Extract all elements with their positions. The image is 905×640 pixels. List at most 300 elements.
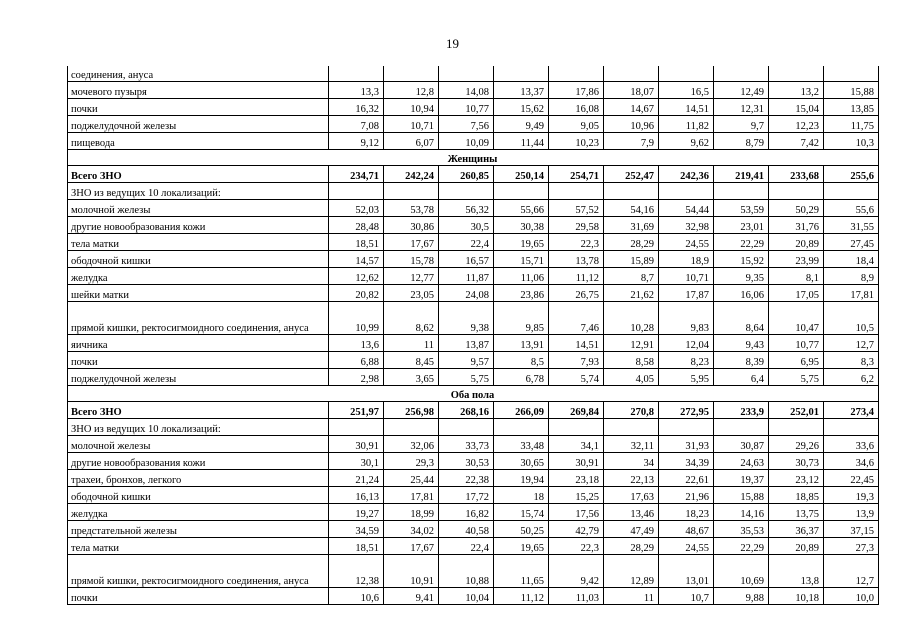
value-cell: 242,36	[659, 166, 714, 183]
value-cell: 10,09	[439, 133, 494, 150]
value-cell: 17,81	[384, 487, 439, 504]
value-cell: 8,58	[604, 352, 659, 369]
table-body	[68, 66, 879, 605]
value-cell: 32,11	[604, 436, 659, 453]
row-label: другие новообразования кожи	[68, 217, 329, 234]
value-cell: 31,55	[824, 217, 879, 234]
table-row	[68, 352, 879, 369]
value-cell: 8,64	[714, 302, 769, 335]
value-cell: 22,45	[824, 470, 879, 487]
empty-cell	[604, 66, 659, 82]
row-label: поджелудочной железы	[68, 369, 329, 386]
value-cell: 12,31	[714, 99, 769, 116]
value-cell: 10,69	[714, 555, 769, 588]
value-cell: 10,77	[439, 99, 494, 116]
row-label: поджелудочной железы	[68, 116, 329, 133]
value-cell: 22,61	[659, 470, 714, 487]
value-cell: 15,25	[549, 487, 604, 504]
value-cell: 10,18	[769, 588, 824, 605]
value-cell: 55,6	[824, 200, 879, 217]
value-cell: 10,88	[439, 555, 494, 588]
value-cell: 18,99	[384, 504, 439, 521]
value-cell: 36,37	[769, 521, 824, 538]
value-cell: 57,52	[549, 200, 604, 217]
value-cell: 30,86	[384, 217, 439, 234]
value-cell: 251,97	[329, 402, 384, 419]
row-label: ободочной кишки	[68, 251, 329, 268]
value-cell: 17,56	[549, 504, 604, 521]
section-title: Женщины	[68, 150, 879, 166]
value-cell: 18,51	[329, 538, 384, 555]
value-cell: 30,38	[494, 217, 549, 234]
value-cell: 16,08	[549, 99, 604, 116]
value-cell: 37,15	[824, 521, 879, 538]
value-cell: 8,79	[714, 133, 769, 150]
value-cell: 10,99	[329, 302, 384, 335]
value-cell: 30,5	[439, 217, 494, 234]
value-cell: 9,49	[494, 116, 549, 133]
value-cell: 15,71	[494, 251, 549, 268]
value-cell: 33,6	[824, 436, 879, 453]
value-cell: 8,62	[384, 302, 439, 335]
value-cell: 8,23	[659, 352, 714, 369]
table-row	[68, 133, 879, 150]
empty-cell	[329, 66, 384, 82]
value-cell: 30,91	[549, 453, 604, 470]
empty-cell	[329, 419, 384, 436]
value-cell: 266,09	[494, 402, 549, 419]
empty-cell	[714, 183, 769, 200]
value-cell: 10,04	[439, 588, 494, 605]
value-cell: 14,51	[659, 99, 714, 116]
empty-cell	[549, 183, 604, 200]
table-row	[68, 82, 879, 99]
row-label: почки	[68, 588, 329, 605]
value-cell: 9,41	[384, 588, 439, 605]
value-cell: 34,1	[549, 436, 604, 453]
value-cell: 55,66	[494, 200, 549, 217]
value-cell: 5,75	[439, 369, 494, 386]
empty-cell	[769, 183, 824, 200]
value-cell: 252,01	[769, 402, 824, 419]
value-cell: 23,18	[549, 470, 604, 487]
value-cell: 31,93	[659, 436, 714, 453]
value-cell: 34,02	[384, 521, 439, 538]
value-cell: 20,82	[329, 285, 384, 302]
table-row	[68, 453, 879, 470]
value-cell: 14,51	[549, 335, 604, 352]
value-cell: 10,6	[329, 588, 384, 605]
value-cell: 11,06	[494, 268, 549, 285]
value-cell: 10,71	[384, 116, 439, 133]
value-cell: 34,59	[329, 521, 384, 538]
value-cell: 219,41	[714, 166, 769, 183]
row-label: яичника	[68, 335, 329, 352]
value-cell: 13,78	[549, 251, 604, 268]
empty-cell	[824, 183, 879, 200]
value-cell: 22,4	[439, 538, 494, 555]
value-cell: 19,94	[494, 470, 549, 487]
value-cell: 16,82	[439, 504, 494, 521]
value-cell: 50,29	[769, 200, 824, 217]
value-cell: 16,57	[439, 251, 494, 268]
value-cell: 19,37	[714, 470, 769, 487]
value-cell: 6,78	[494, 369, 549, 386]
value-cell: 15,88	[714, 487, 769, 504]
value-cell: 6,88	[329, 352, 384, 369]
value-cell: 15,89	[604, 251, 659, 268]
value-cell: 15,92	[714, 251, 769, 268]
empty-cell	[659, 66, 714, 82]
table-row	[68, 555, 879, 588]
value-cell: 6,95	[769, 352, 824, 369]
value-cell: 29,3	[384, 453, 439, 470]
value-cell: 10,91	[384, 555, 439, 588]
group-label-row	[68, 183, 879, 200]
value-cell: 11,87	[439, 268, 494, 285]
table-row	[68, 470, 879, 487]
empty-cell	[329, 183, 384, 200]
value-cell: 34	[604, 453, 659, 470]
empty-cell	[769, 419, 824, 436]
value-cell: 53,59	[714, 200, 769, 217]
value-cell: 16,5	[659, 82, 714, 99]
value-cell: 13,85	[824, 99, 879, 116]
value-cell: 50,25	[494, 521, 549, 538]
value-cell: 9,62	[659, 133, 714, 150]
row-label: мочевого пузыря	[68, 82, 329, 99]
incidence-table	[67, 66, 879, 605]
value-cell: 48,67	[659, 521, 714, 538]
empty-cell	[769, 66, 824, 82]
empty-cell	[824, 66, 879, 82]
value-cell: 6,2	[824, 369, 879, 386]
value-cell: 11,03	[549, 588, 604, 605]
table-row	[68, 116, 879, 133]
empty-cell	[384, 419, 439, 436]
value-cell: 15,62	[494, 99, 549, 116]
empty-cell	[824, 419, 879, 436]
value-cell: 8,3	[824, 352, 879, 369]
value-cell: 18,07	[604, 82, 659, 99]
value-cell: 9,05	[549, 116, 604, 133]
table-row	[68, 369, 879, 386]
value-cell: 11	[604, 588, 659, 605]
empty-cell	[714, 419, 769, 436]
value-cell: 10,96	[604, 116, 659, 133]
value-cell: 9,7	[714, 116, 769, 133]
value-cell: 8,1	[769, 268, 824, 285]
value-cell: 18,23	[659, 504, 714, 521]
empty-cell	[384, 66, 439, 82]
value-cell: 10,28	[604, 302, 659, 335]
value-cell: 12,7	[824, 555, 879, 588]
value-cell: 47,49	[604, 521, 659, 538]
section-header-row	[68, 150, 879, 166]
value-cell: 12,38	[329, 555, 384, 588]
value-cell: 19,27	[329, 504, 384, 521]
value-cell: 40,58	[439, 521, 494, 538]
value-cell: 17,86	[549, 82, 604, 99]
value-cell: 9,57	[439, 352, 494, 369]
value-cell: 10,7	[659, 588, 714, 605]
value-cell: 19,65	[494, 234, 549, 251]
value-cell: 14,08	[439, 82, 494, 99]
row-label: тела матки	[68, 538, 329, 555]
table-row	[68, 99, 879, 116]
value-cell: 16,32	[329, 99, 384, 116]
value-cell: 30,91	[329, 436, 384, 453]
empty-cell	[494, 66, 549, 82]
row-label: желудка	[68, 268, 329, 285]
value-cell: 9,43	[714, 335, 769, 352]
value-cell: 23,01	[714, 217, 769, 234]
section-title: Оба пола	[68, 386, 879, 402]
row-label: соединения, ануса	[68, 66, 329, 82]
value-cell: 10,23	[549, 133, 604, 150]
value-cell: 31,76	[769, 217, 824, 234]
value-cell: 11,75	[824, 116, 879, 133]
value-cell: 12,62	[329, 268, 384, 285]
value-cell: 54,44	[659, 200, 714, 217]
row-label: Всего ЗНО	[68, 402, 329, 419]
empty-cell	[494, 183, 549, 200]
row-label: трахеи, бронхов, легкого	[68, 470, 329, 487]
row-label: прямой кишки, ректосигмоидного соединения, ануса	[68, 555, 329, 588]
value-cell: 13,2	[769, 82, 824, 99]
value-cell: 17,63	[604, 487, 659, 504]
empty-cell	[604, 419, 659, 436]
value-cell: 12,04	[659, 335, 714, 352]
value-cell: 27,45	[824, 234, 879, 251]
empty-cell	[439, 419, 494, 436]
value-cell: 21,96	[659, 487, 714, 504]
value-cell: 17,67	[384, 538, 439, 555]
empty-cell	[714, 66, 769, 82]
value-cell: 11,12	[549, 268, 604, 285]
value-cell: 9,12	[329, 133, 384, 150]
value-cell: 28,29	[604, 538, 659, 555]
value-cell: 34,39	[659, 453, 714, 470]
value-cell: 11,82	[659, 116, 714, 133]
value-cell: 13,46	[604, 504, 659, 521]
row-label: ЗНО из ведущих 10 локализаций:	[68, 183, 329, 200]
value-cell: 22,13	[604, 470, 659, 487]
value-cell: 9,42	[549, 555, 604, 588]
row-label: желудка	[68, 504, 329, 521]
empty-cell	[549, 419, 604, 436]
value-cell: 30,1	[329, 453, 384, 470]
value-cell: 13,6	[329, 335, 384, 352]
table-row	[68, 302, 879, 335]
value-cell: 30,65	[494, 453, 549, 470]
value-cell: 17,81	[824, 285, 879, 302]
value-cell: 24,08	[439, 285, 494, 302]
value-cell: 32,06	[384, 436, 439, 453]
value-cell: 252,47	[604, 166, 659, 183]
value-cell: 12,77	[384, 268, 439, 285]
table-row	[68, 538, 879, 555]
value-cell: 9,38	[439, 302, 494, 335]
empty-cell	[604, 183, 659, 200]
page-number: 19	[446, 36, 459, 51]
value-cell: 9,83	[659, 302, 714, 335]
value-cell: 11,44	[494, 133, 549, 150]
value-cell: 250,14	[494, 166, 549, 183]
value-cell: 17,72	[439, 487, 494, 504]
value-cell: 17,05	[769, 285, 824, 302]
empty-cell	[549, 66, 604, 82]
value-cell: 13,37	[494, 82, 549, 99]
table-row	[68, 335, 879, 352]
value-cell: 7,46	[549, 302, 604, 335]
value-cell: 273,4	[824, 402, 879, 419]
value-cell: 32,98	[659, 217, 714, 234]
row-label: предстательной железы	[68, 521, 329, 538]
total-row	[68, 166, 879, 183]
table-row	[68, 217, 879, 234]
value-cell: 52,03	[329, 200, 384, 217]
value-cell: 9,88	[714, 588, 769, 605]
value-cell: 7,08	[329, 116, 384, 133]
value-cell: 24,55	[659, 538, 714, 555]
row-label: ободочной кишки	[68, 487, 329, 504]
table-row	[68, 251, 879, 268]
value-cell: 18,51	[329, 234, 384, 251]
value-cell: 10,77	[769, 335, 824, 352]
value-cell: 10,47	[769, 302, 824, 335]
value-cell: 17,67	[384, 234, 439, 251]
value-cell: 9,35	[714, 268, 769, 285]
continued-label-row	[68, 66, 879, 82]
table-row	[68, 588, 879, 605]
row-label: молочной железы	[68, 200, 329, 217]
value-cell: 16,13	[329, 487, 384, 504]
value-cell: 20,89	[769, 234, 824, 251]
value-cell: 8,9	[824, 268, 879, 285]
value-cell: 22,3	[549, 538, 604, 555]
value-cell: 11,65	[494, 555, 549, 588]
value-cell: 12,7	[824, 335, 879, 352]
value-cell: 9,85	[494, 302, 549, 335]
table-row	[68, 436, 879, 453]
value-cell: 5,95	[659, 369, 714, 386]
value-cell: 270,8	[604, 402, 659, 419]
empty-cell	[659, 183, 714, 200]
value-cell: 5,74	[549, 369, 604, 386]
row-label: другие новообразования кожи	[68, 453, 329, 470]
value-cell: 22,4	[439, 234, 494, 251]
value-cell: 234,71	[329, 166, 384, 183]
value-cell: 17,87	[659, 285, 714, 302]
value-cell: 14,57	[329, 251, 384, 268]
value-cell: 23,05	[384, 285, 439, 302]
value-cell: 233,9	[714, 402, 769, 419]
value-cell: 3,65	[384, 369, 439, 386]
value-cell: 256,98	[384, 402, 439, 419]
value-cell: 12,8	[384, 82, 439, 99]
value-cell: 16,06	[714, 285, 769, 302]
value-cell: 12,23	[769, 116, 824, 133]
value-cell: 34,6	[824, 453, 879, 470]
table-row	[68, 521, 879, 538]
value-cell: 53,78	[384, 200, 439, 217]
value-cell: 10,71	[659, 268, 714, 285]
value-cell: 11,12	[494, 588, 549, 605]
value-cell: 29,26	[769, 436, 824, 453]
value-cell: 8,45	[384, 352, 439, 369]
value-cell: 14,16	[714, 504, 769, 521]
value-cell: 56,32	[439, 200, 494, 217]
value-cell: 260,85	[439, 166, 494, 183]
value-cell: 7,42	[769, 133, 824, 150]
value-cell: 18	[494, 487, 549, 504]
value-cell: 26,75	[549, 285, 604, 302]
table-row	[68, 285, 879, 302]
empty-cell	[494, 419, 549, 436]
value-cell: 13,91	[494, 335, 549, 352]
value-cell: 6,4	[714, 369, 769, 386]
value-cell: 35,53	[714, 521, 769, 538]
total-row	[68, 402, 879, 419]
value-cell: 255,6	[824, 166, 879, 183]
value-cell: 272,95	[659, 402, 714, 419]
group-label-row	[68, 419, 879, 436]
value-cell: 28,48	[329, 217, 384, 234]
table-row	[68, 268, 879, 285]
value-cell: 11	[384, 335, 439, 352]
value-cell: 10,94	[384, 99, 439, 116]
value-cell: 33,73	[439, 436, 494, 453]
value-cell: 24,63	[714, 453, 769, 470]
value-cell: 18,4	[824, 251, 879, 268]
value-cell: 31,69	[604, 217, 659, 234]
value-cell: 233,68	[769, 166, 824, 183]
row-label: молочной железы	[68, 436, 329, 453]
table-row	[68, 504, 879, 521]
value-cell: 15,88	[824, 82, 879, 99]
value-cell: 27,3	[824, 538, 879, 555]
value-cell: 242,24	[384, 166, 439, 183]
empty-cell	[384, 183, 439, 200]
value-cell: 15,04	[769, 99, 824, 116]
value-cell: 12,91	[604, 335, 659, 352]
value-cell: 23,86	[494, 285, 549, 302]
section-header-row	[68, 386, 879, 402]
value-cell: 254,71	[549, 166, 604, 183]
empty-cell	[439, 66, 494, 82]
value-cell: 2,98	[329, 369, 384, 386]
value-cell: 30,53	[439, 453, 494, 470]
value-cell: 15,74	[494, 504, 549, 521]
value-cell: 13,3	[329, 82, 384, 99]
row-label: ЗНО из ведущих 10 локализаций:	[68, 419, 329, 436]
value-cell: 6,07	[384, 133, 439, 150]
value-cell: 54,16	[604, 200, 659, 217]
value-cell: 10,0	[824, 588, 879, 605]
value-cell: 7,9	[604, 133, 659, 150]
value-cell: 269,84	[549, 402, 604, 419]
value-cell: 19,65	[494, 538, 549, 555]
value-cell: 268,16	[439, 402, 494, 419]
value-cell: 28,29	[604, 234, 659, 251]
table-row	[68, 234, 879, 251]
value-cell: 30,87	[714, 436, 769, 453]
row-label: Всего ЗНО	[68, 166, 329, 183]
row-label: тела матки	[68, 234, 329, 251]
value-cell: 42,79	[549, 521, 604, 538]
value-cell: 20,89	[769, 538, 824, 555]
